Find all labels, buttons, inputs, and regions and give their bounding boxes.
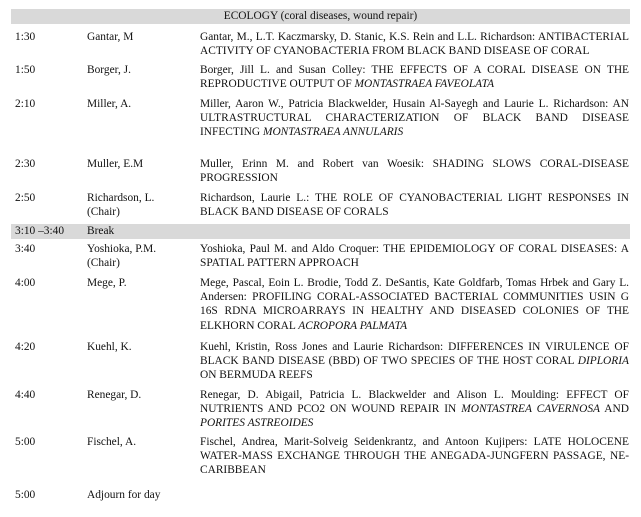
session-time: 2:50 <box>15 192 36 204</box>
session-time: 1:30 <box>15 31 36 43</box>
session-abstract <box>200 97 629 140</box>
species-name: DIPLORIA <box>577 355 629 368</box>
speaker-name: Gantar, M <box>87 31 134 43</box>
break-row <box>11 224 630 239</box>
speaker-name: Kuehl, K. <box>87 341 132 353</box>
session-time: 2:10 <box>15 98 36 110</box>
abstract-text: Mege, Pascal, Eoin L. Brodie, Todd Z. DeSantis, Kate Goldfarb, Tomas Hrbek and Gary L. Andersen: PROFILING CORAL-ASSOCIATED BACTERIAL COMMUNITIES USIN G 16S RDNA MICROARRAYS IN HEALTHY AND DISEASED COLONIES OF THE ELKHORN CORAL <box>200 277 629 332</box>
adjourn-time: 5:00 <box>15 489 36 501</box>
session-speaker <box>87 242 197 270</box>
speaker-name: Borger, J. <box>87 64 131 76</box>
session-speaker <box>87 30 197 44</box>
session-time: 3:40 <box>15 243 36 255</box>
abstract-text: Renegar, D. Abigail, Patricia L. Blackwelder and Alison L. Moulding: EFFECT OF NUTRIENTS AND PCO2 ON WOUND REPAIR IN <box>200 389 629 416</box>
speaker-role: (Chair) <box>87 257 120 270</box>
species-name: MONTASTRAEA ANNULARIS <box>262 126 404 139</box>
abstract-text: AND <box>599 403 629 416</box>
session-time: 2:30 <box>15 158 36 170</box>
abstract-text: Kuehl, Kristin, Ross Jones and Laurie Richardson: DIFFERENCES IN VIRULENCE OF BLACK BAND DISEASE (BBD) OF TWO SPECIES OF THE HOST CORAL <box>200 341 629 368</box>
session-abstract <box>200 191 629 219</box>
session-abstract <box>200 435 629 478</box>
species-name: ACROPORA PALMATA <box>298 319 408 332</box>
session-abstract <box>200 242 629 270</box>
speaker-role: (Chair) <box>87 206 120 219</box>
abstract-text: Yoshioka, Paul M. and Aldo Croquer: THE EPIDEMIOLOGY OF CORAL DISEASES: A SPATIAL PATTERN APPROACH <box>200 243 629 270</box>
species-name: PORITES ASTREOIDES <box>200 417 314 430</box>
abstract-text: Fischel, Andrea, Marit-Solveig Seidenkrantz, and Antoon Kujipers: LATE HOLOCENE WATER-MASS EXCHANGE THROUGH THE ANEGADA-JUNGFERN PASSAGE, NE-CARIBBEAN <box>200 436 629 477</box>
speaker-name: Yoshioka, P.M. <box>87 243 157 255</box>
session-speaker <box>87 435 197 449</box>
species-name: MONTASTREA CAVERNOSA <box>461 403 600 416</box>
session-speaker <box>87 340 197 354</box>
abstract-text: Miller, Aaron W., Patricia Blackwelder, Husain Al-Sayegh and Laurie L. Richardson: AN ULTRASTRUCTURAL CHARACTERIZATION OF BLACK BAND DISEASE INFECTING <box>200 98 629 139</box>
session-time: 5:00 <box>15 436 36 448</box>
session-abstract <box>200 30 629 58</box>
abstract-text: Richardson, Laurie L.: THE ROLE OF CYANOBACTERIAL LIGHT RESPONSES IN BLACK BAND DISEASE OF CORALS <box>200 192 629 219</box>
session-abstract <box>200 340 629 383</box>
session-speaker <box>87 276 197 290</box>
session-abstract <box>200 388 629 431</box>
break-label: Break <box>87 225 115 237</box>
session-speaker <box>87 388 197 402</box>
session-speaker <box>87 63 197 77</box>
session-abstract <box>200 63 629 91</box>
abstract-text: Gantar, M., L.T. Kaczmarsky, D. Stanic, K.S. Rein and L.L. Richardson: ANTIBACTERIAL ACTIVITY OF CYANOBACTERIA FROM BLACK BAND DISEASE OF CORAL <box>200 31 629 58</box>
session-time: 1:50 <box>15 64 36 76</box>
break-time: 3:10 –3:40 <box>15 225 65 237</box>
species-name: MONTASTRAEA FAVEOLATA <box>354 78 495 91</box>
adjourn-label: Adjourn for day <box>87 489 161 501</box>
session-speaker <box>87 97 197 111</box>
session-abstract <box>200 157 629 185</box>
speaker-name: Fischel, A. <box>87 436 137 448</box>
speaker-name: Muller, E.M <box>87 158 144 170</box>
speaker-name: Mege, P. <box>87 277 127 289</box>
speaker-name: Miller, A. <box>87 98 132 110</box>
abstract-text: Muller, Erinn M. and Robert van Woesik: SHADING SLOWS CORAL-DISEASE PROGRESSION <box>200 158 629 185</box>
session-abstract <box>200 276 629 333</box>
session-speaker <box>87 157 197 171</box>
abstract-text: Borger, Jill L. and Susan Colley: THE EFFECTS OF A CORAL DISEASE ON THE REPRODUCTIVE OUTPUT OF <box>200 64 629 91</box>
session-time: 4:40 <box>15 389 36 401</box>
abstract-text: ON BERMUDA REEFS <box>200 369 313 382</box>
speaker-name: Renegar, D. <box>87 389 142 401</box>
session-time: 4:00 <box>15 277 36 289</box>
section-header: ECOLOGY (coral diseases, wound repair) <box>11 9 630 24</box>
speaker-name: Richardson, L. <box>87 192 155 204</box>
session-time: 4:20 <box>15 341 36 353</box>
session-speaker <box>87 191 197 219</box>
